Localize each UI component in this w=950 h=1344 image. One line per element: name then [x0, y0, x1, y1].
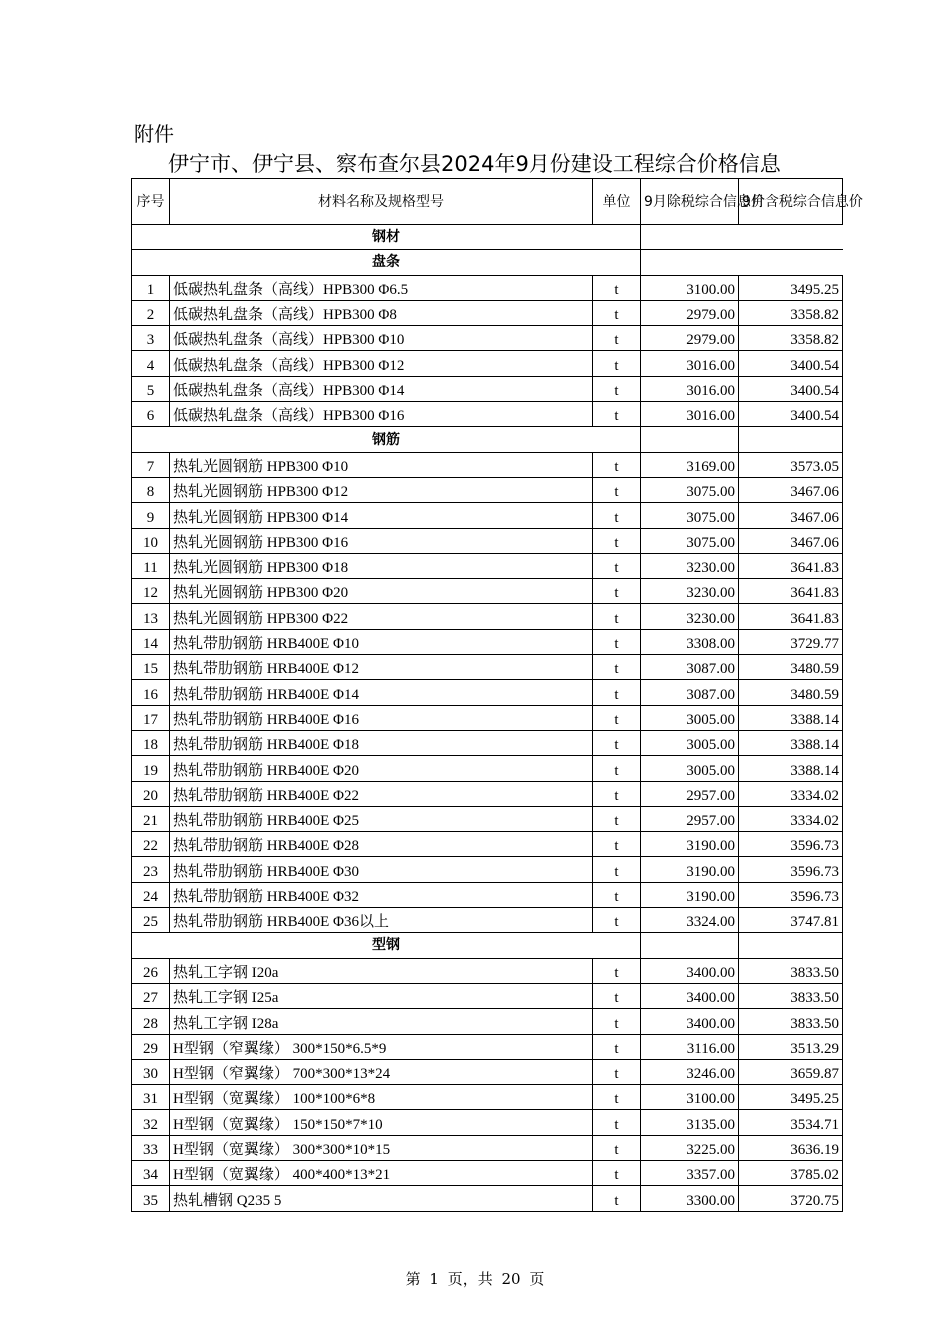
row-price-ex-tax: 3230.00: [641, 579, 739, 604]
row-unit: t: [593, 1110, 641, 1135]
row-seq: 29: [132, 1034, 170, 1059]
row-unit: t: [593, 1059, 641, 1084]
row-unit: t: [593, 958, 641, 983]
row-name: 低碳热轧盘条（高线）HPB300 Φ10: [170, 326, 593, 351]
table-row: [132, 958, 843, 983]
row-unit: t: [593, 705, 641, 730]
row-seq: 5: [132, 376, 170, 401]
row-name: 热轧带肋钢筋 HRB400E Φ30: [170, 857, 593, 882]
row-price-ex-tax: 3100.00: [641, 275, 739, 300]
table-row: [132, 730, 843, 755]
table-row: [132, 326, 843, 351]
row-name: H型钢（宽翼缘） 300*300*10*15: [170, 1135, 593, 1160]
row-unit: t: [593, 553, 641, 578]
row-seq: 25: [132, 908, 170, 933]
row-name: 热轧带肋钢筋 HRB400E Φ14: [170, 680, 593, 705]
row-name: 低碳热轧盘条（高线）HPB300 Φ14: [170, 376, 593, 401]
row-price-inc-tax: 3833.50: [739, 1009, 843, 1034]
table-row: [132, 655, 843, 680]
table-row: [132, 908, 843, 933]
row-price-inc-tax: 3400.54: [739, 376, 843, 401]
row-unit: t: [593, 1009, 641, 1034]
row-seq: 6: [132, 402, 170, 427]
row-price-inc-tax: 3334.02: [739, 806, 843, 831]
row-seq: 24: [132, 882, 170, 907]
row-price-inc-tax: 3573.05: [739, 452, 843, 477]
row-price-ex-tax: 3075.00: [641, 528, 739, 553]
row-price-inc-tax: 3467.06: [739, 477, 843, 502]
row-unit: t: [593, 1034, 641, 1059]
row-price-inc-tax: 3467.06: [739, 503, 843, 528]
row-price-ex-tax: 2957.00: [641, 806, 739, 831]
row-price-inc-tax: 3534.71: [739, 1110, 843, 1135]
row-price-inc-tax: 3729.77: [739, 629, 843, 654]
row-name: 低碳热轧盘条（高线）HPB300 Φ16: [170, 402, 593, 427]
document-title: 伊宁市、伊宁县、察布查尔县2024年9月份建设工程综合价格信息: [168, 152, 781, 176]
section-row: [132, 427, 843, 452]
row-name: 热轧光圆钢筋 HPB300 Φ14: [170, 503, 593, 528]
row-price-ex-tax: 3400.00: [641, 983, 739, 1008]
row-unit: t: [593, 477, 641, 502]
section-empty-ex: [641, 933, 739, 958]
row-price-inc-tax: 3495.25: [739, 1085, 843, 1110]
attachment-label: 附件: [134, 122, 174, 146]
row-seq: 27: [132, 983, 170, 1008]
row-unit: t: [593, 806, 641, 831]
table-row: [132, 705, 843, 730]
row-price-ex-tax: 3400.00: [641, 1009, 739, 1034]
row-unit: t: [593, 1186, 641, 1211]
table-row: [132, 300, 843, 325]
table-row: [132, 604, 843, 629]
row-price-ex-tax: 3100.00: [641, 1085, 739, 1110]
row-price-ex-tax: 2957.00: [641, 781, 739, 806]
row-unit: t: [593, 1160, 641, 1185]
row-seq: 26: [132, 958, 170, 983]
row-seq: 10: [132, 528, 170, 553]
row-price-inc-tax: 3785.02: [739, 1160, 843, 1185]
section-title: 型钢: [132, 933, 641, 958]
row-price-inc-tax: 3641.83: [739, 553, 843, 578]
row-price-ex-tax: 3300.00: [641, 1186, 739, 1211]
table-row: [132, 756, 843, 781]
row-unit: t: [593, 655, 641, 680]
row-unit: t: [593, 376, 641, 401]
row-name: 低碳热轧盘条（高线）HPB300 Φ6.5: [170, 275, 593, 300]
row-seq: 17: [132, 705, 170, 730]
row-price-inc-tax: 3747.81: [739, 908, 843, 933]
row-unit: t: [593, 326, 641, 351]
row-name: 热轧带肋钢筋 HRB400E Φ18: [170, 730, 593, 755]
row-name: 热轧带肋钢筋 HRB400E Φ25: [170, 806, 593, 831]
table-row: [132, 528, 843, 553]
row-name: 热轧带肋钢筋 HRB400E Φ32: [170, 882, 593, 907]
table-row: [132, 983, 843, 1008]
row-name: 热轧槽钢 Q235 5: [170, 1186, 593, 1211]
row-unit: t: [593, 503, 641, 528]
table-row: [132, 857, 843, 882]
row-name: 热轧工字钢 I20a: [170, 958, 593, 983]
row-name: 热轧工字钢 I28a: [170, 1009, 593, 1034]
header-seq: 序号: [132, 179, 170, 225]
row-price-inc-tax: 3641.83: [739, 604, 843, 629]
row-unit: t: [593, 275, 641, 300]
row-price-ex-tax: 3005.00: [641, 730, 739, 755]
header-price-ex-tax: 9月除税综合信息价: [641, 179, 739, 225]
table-row: [132, 503, 843, 528]
section-title: 盘条: [132, 250, 641, 275]
table-row: [132, 1009, 843, 1034]
row-price-inc-tax: 3480.59: [739, 680, 843, 705]
row-seq: 4: [132, 351, 170, 376]
row-seq: 8: [132, 477, 170, 502]
row-name: 热轧光圆钢筋 HPB300 Φ10: [170, 452, 593, 477]
section-row: [132, 250, 843, 275]
row-price-ex-tax: 3087.00: [641, 655, 739, 680]
row-seq: 2: [132, 300, 170, 325]
category-empty-cell: [641, 225, 843, 250]
table-row: [132, 1034, 843, 1059]
row-unit: t: [593, 300, 641, 325]
row-name: 热轧带肋钢筋 HRB400E Φ12: [170, 655, 593, 680]
row-price-ex-tax: 3357.00: [641, 1160, 739, 1185]
table-row: [132, 1186, 843, 1211]
row-name: H型钢（宽翼缘） 400*400*13*21: [170, 1160, 593, 1185]
row-name: H型钢（宽翼缘） 100*100*6*8: [170, 1085, 593, 1110]
row-price-ex-tax: 3016.00: [641, 351, 739, 376]
table-row: [132, 477, 843, 502]
header-name: 材料名称及规格型号: [170, 179, 593, 225]
row-seq: 31: [132, 1085, 170, 1110]
row-name: 热轧带肋钢筋 HRB400E Φ16: [170, 705, 593, 730]
row-price-inc-tax: 3833.50: [739, 983, 843, 1008]
row-price-ex-tax: 3075.00: [641, 503, 739, 528]
row-price-inc-tax: 3388.14: [739, 705, 843, 730]
table-row: [132, 832, 843, 857]
table-row: [132, 629, 843, 654]
row-seq: 28: [132, 1009, 170, 1034]
row-price-ex-tax: 2979.00: [641, 300, 739, 325]
row-price-inc-tax: 3659.87: [739, 1059, 843, 1084]
row-price-ex-tax: 3230.00: [641, 604, 739, 629]
row-price-ex-tax: 3225.00: [641, 1135, 739, 1160]
row-seq: 21: [132, 806, 170, 831]
row-price-inc-tax: 3480.59: [739, 655, 843, 680]
section-empty-inc: [739, 933, 843, 958]
row-unit: t: [593, 1135, 641, 1160]
row-seq: 13: [132, 604, 170, 629]
table-row: [132, 402, 843, 427]
row-price-inc-tax: 3596.73: [739, 832, 843, 857]
row-seq: 18: [132, 730, 170, 755]
row-seq: 12: [132, 579, 170, 604]
row-price-inc-tax: 3334.02: [739, 781, 843, 806]
row-unit: t: [593, 579, 641, 604]
row-unit: t: [593, 452, 641, 477]
price-table: [131, 178, 863, 1212]
row-price-ex-tax: 3116.00: [641, 1034, 739, 1059]
page-footer: 第 1 页，共 20 页: [405, 1270, 545, 1288]
row-price-ex-tax: 3005.00: [641, 756, 739, 781]
row-unit: t: [593, 680, 641, 705]
row-price-inc-tax: 3720.75: [739, 1186, 843, 1211]
table-row: [132, 1110, 843, 1135]
row-price-inc-tax: 3833.50: [739, 958, 843, 983]
row-price-ex-tax: 3190.00: [641, 882, 739, 907]
row-seq: 32: [132, 1110, 170, 1135]
section-empty-inc: [739, 427, 843, 452]
row-seq: 11: [132, 553, 170, 578]
row-unit: t: [593, 781, 641, 806]
row-name: H型钢（窄翼缘） 300*150*6.5*9: [170, 1034, 593, 1059]
row-unit: t: [593, 351, 641, 376]
row-price-ex-tax: 3016.00: [641, 376, 739, 401]
row-name: 热轧光圆钢筋 HPB300 Φ16: [170, 528, 593, 553]
row-seq: 9: [132, 503, 170, 528]
row-price-ex-tax: 3324.00: [641, 908, 739, 933]
row-unit: t: [593, 730, 641, 755]
table-header-row: [132, 179, 843, 225]
table-row: [132, 1059, 843, 1084]
row-name: 热轧带肋钢筋 HRB400E Φ28: [170, 832, 593, 857]
row-price-ex-tax: 3169.00: [641, 452, 739, 477]
row-price-ex-tax: 3308.00: [641, 629, 739, 654]
table-row: [132, 452, 843, 477]
row-name: 热轧光圆钢筋 HPB300 Φ12: [170, 477, 593, 502]
row-seq: 22: [132, 832, 170, 857]
row-price-inc-tax: 3358.82: [739, 326, 843, 351]
row-price-ex-tax: 3135.00: [641, 1110, 739, 1135]
row-name: 热轧工字钢 I25a: [170, 983, 593, 1008]
row-price-inc-tax: 3400.54: [739, 351, 843, 376]
row-seq: 20: [132, 781, 170, 806]
row-unit: t: [593, 1085, 641, 1110]
row-price-inc-tax: 3400.54: [739, 402, 843, 427]
row-name: 热轧带肋钢筋 HRB400E Φ22: [170, 781, 593, 806]
row-seq: 23: [132, 857, 170, 882]
header-price-inc-tax: 9月含税综合信息价: [739, 179, 843, 225]
row-seq: 14: [132, 629, 170, 654]
row-name: 热轧带肋钢筋 HRB400E Φ20: [170, 756, 593, 781]
row-seq: 33: [132, 1135, 170, 1160]
row-unit: t: [593, 756, 641, 781]
row-name: 热轧带肋钢筋 HRB400E Φ36以上: [170, 908, 593, 933]
row-price-ex-tax: 3246.00: [641, 1059, 739, 1084]
row-unit: t: [593, 528, 641, 553]
row-seq: 3: [132, 326, 170, 351]
row-price-inc-tax: 3388.14: [739, 756, 843, 781]
row-unit: t: [593, 629, 641, 654]
row-price-ex-tax: 3075.00: [641, 477, 739, 502]
row-name: 热轧光圆钢筋 HPB300 Φ20: [170, 579, 593, 604]
row-seq: 15: [132, 655, 170, 680]
row-unit: t: [593, 832, 641, 857]
table-row: [132, 1085, 843, 1110]
row-unit: t: [593, 908, 641, 933]
row-price-ex-tax: 3005.00: [641, 705, 739, 730]
header-unit: 单位: [593, 179, 641, 225]
row-price-ex-tax: 3087.00: [641, 680, 739, 705]
row-seq: 19: [132, 756, 170, 781]
row-name: H型钢（窄翼缘） 700*300*13*24: [170, 1059, 593, 1084]
row-name: 热轧带肋钢筋 HRB400E Φ10: [170, 629, 593, 654]
category-title: 钢材: [132, 225, 641, 250]
row-seq: 7: [132, 452, 170, 477]
row-price-ex-tax: 3016.00: [641, 402, 739, 427]
row-price-inc-tax: 3641.83: [739, 579, 843, 604]
row-seq: 1: [132, 275, 170, 300]
row-price-inc-tax: 3467.06: [739, 528, 843, 553]
table-row: [132, 1135, 843, 1160]
row-seq: 30: [132, 1059, 170, 1084]
section-empty-ex: [641, 427, 739, 452]
row-unit: t: [593, 402, 641, 427]
section-row: [132, 933, 843, 958]
row-price-inc-tax: 3513.29: [739, 1034, 843, 1059]
row-unit: t: [593, 882, 641, 907]
row-seq: 34: [132, 1160, 170, 1185]
row-price-inc-tax: 3596.73: [739, 857, 843, 882]
row-price-inc-tax: 3495.25: [739, 275, 843, 300]
table-row: [132, 579, 843, 604]
table-row: [132, 806, 843, 831]
table-row: [132, 553, 843, 578]
category-row: [132, 225, 843, 250]
row-unit: t: [593, 604, 641, 629]
row-price-inc-tax: 3358.82: [739, 300, 843, 325]
row-name: 低碳热轧盘条（高线）HPB300 Φ8: [170, 300, 593, 325]
row-name: 低碳热轧盘条（高线）HPB300 Φ12: [170, 351, 593, 376]
row-price-inc-tax: 3388.14: [739, 730, 843, 755]
table-row: [132, 781, 843, 806]
table-row: [132, 1160, 843, 1185]
row-price-ex-tax: 3190.00: [641, 857, 739, 882]
row-name: 热轧光圆钢筋 HPB300 Φ18: [170, 553, 593, 578]
section-title: 钢筋: [132, 427, 641, 452]
section-empty-cell: [641, 250, 843, 275]
row-name: 热轧光圆钢筋 HPB300 Φ22: [170, 604, 593, 629]
row-price-ex-tax: 3190.00: [641, 832, 739, 857]
row-unit: t: [593, 857, 641, 882]
row-price-ex-tax: 3400.00: [641, 958, 739, 983]
table-row: [132, 882, 843, 907]
row-price-inc-tax: 3636.19: [739, 1135, 843, 1160]
table-row: [132, 376, 843, 401]
table-row: [132, 680, 843, 705]
table-row: [132, 275, 843, 300]
row-unit: t: [593, 983, 641, 1008]
row-seq: 16: [132, 680, 170, 705]
row-seq: 35: [132, 1186, 170, 1211]
row-name: H型钢（宽翼缘） 150*150*7*10: [170, 1110, 593, 1135]
row-price-ex-tax: 3230.00: [641, 553, 739, 578]
table-row: [132, 351, 843, 376]
row-price-ex-tax: 2979.00: [641, 326, 739, 351]
row-price-inc-tax: 3596.73: [739, 882, 843, 907]
